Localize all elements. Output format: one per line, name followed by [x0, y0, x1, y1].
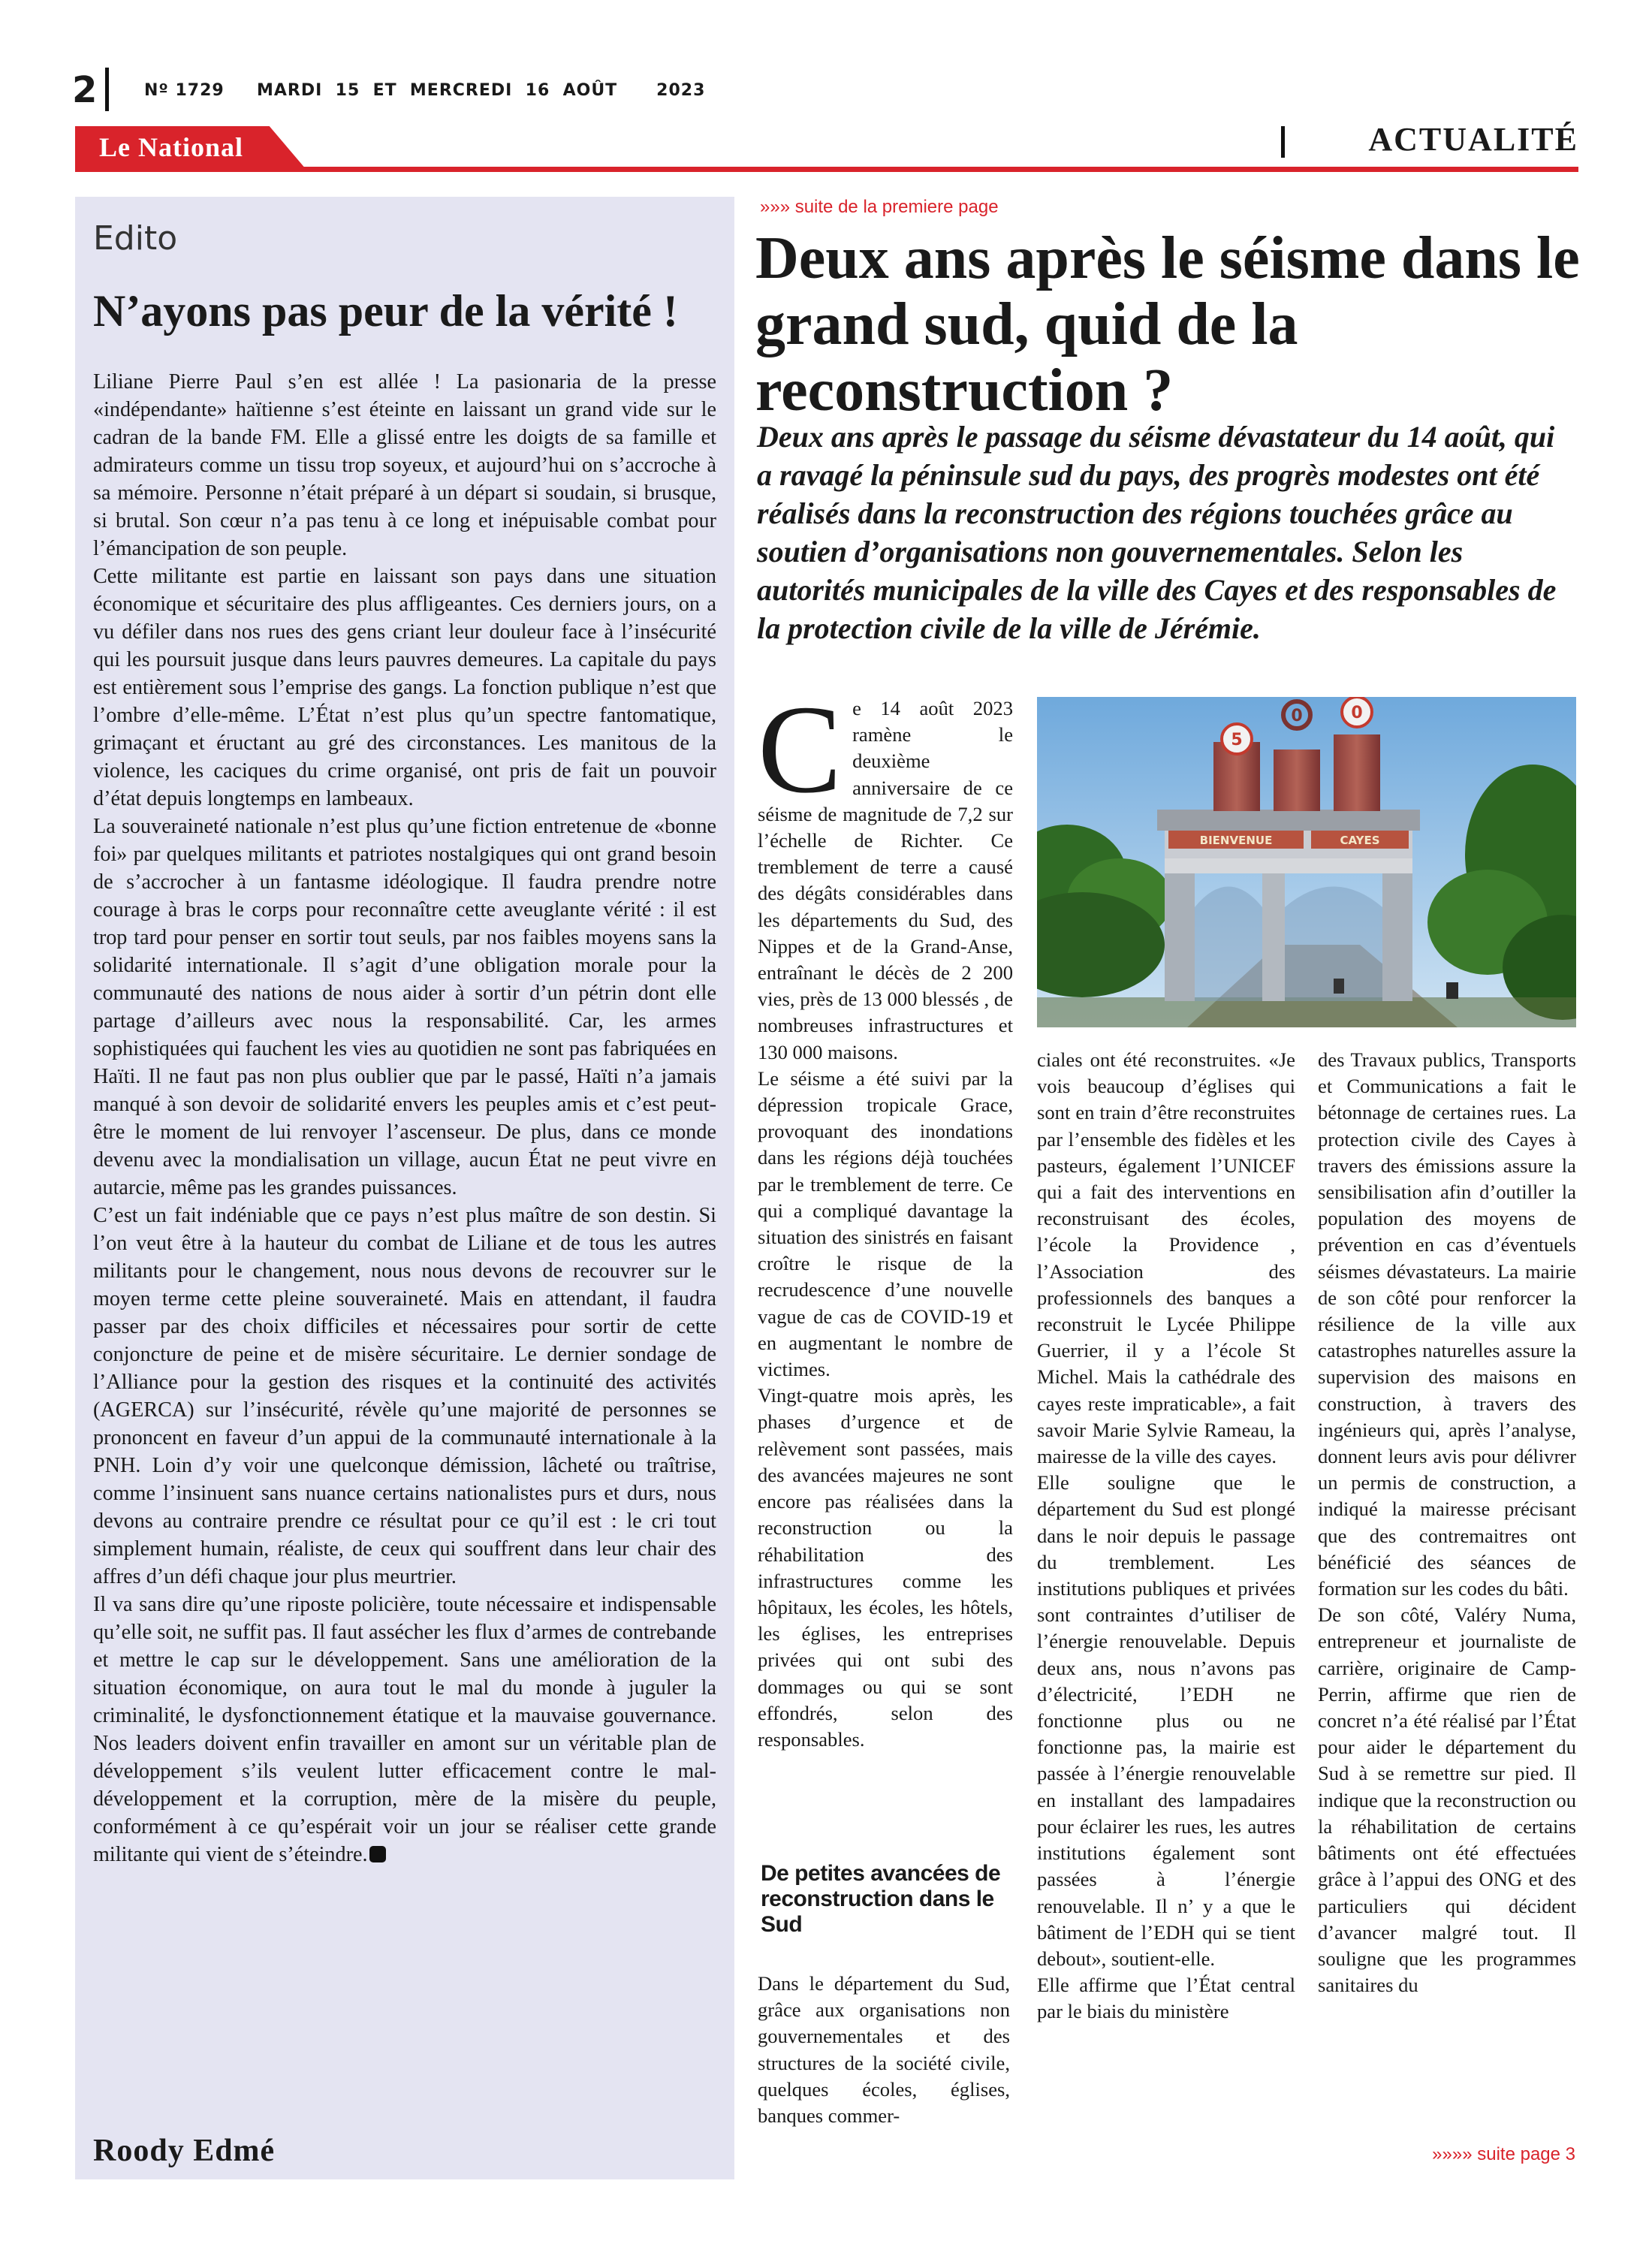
edito-paragraph	[93, 1591, 716, 1868]
edito-paragraph: C’est un fait indéniable que ce pays n’est plus maître de son destin. Si l’on veut être à la hauteur du combat de Liliane et de tous les autres militants pour le changement, nous nous devons de recouvrer sur le moyen terme cette pleine souveraineté. Mais en attendant, il faudra passer par des choix difficiles et nécessaires pour sortir de cette conjoncture de peine et de misère sécuritaire. Le dernier sondage de l’Alliance pour la gestion des risques et la continuité des activités (AGERCA) sur l’insécurité, révèle qu’une majorité de personnes se prononcent en faveur d’un appui de la communauté internationale à la PNH. Loin d’y voir une quelconque démission, lâcheté ou traîtrise, comme l’insinuent sans nuance certains nationalistes purs et durs, nous devons au contraire prendre ce résultat pour ce qu’il est : le cri tout simplement humain, réaliste, de ceux qui souffrent dans leur chair des affres d’un défi chaque jour plus meurtrier.	[93, 1204, 716, 1588]
edito-title: N’ayons pas peur de la vérité !	[93, 286, 678, 336]
article-paragraph: des Travaux publics, Transports et Communications a fait le bétonnage de certaines rues. La protection civile des Cayes à travers des émissions assure la sensibilisation afin d’outiller la population des moyens de prévention en cas d’éventuels séismes dévastateurs. La mairie de son côté pour renforcer la résilience de la ville aux catastrophes naturelles assure la supervision des maisons en construction, à travers des ingénieurs qui, après l’analyse, donnent leurs avis pour délivrer un permis de construction, a indiqué la mairesse précisant que des contremaitres ont bénéficié des séances de formation sur les codes du bâti.	[1318, 1048, 1576, 1600]
article-photo	[1037, 697, 1576, 1027]
motorbike	[1446, 982, 1458, 999]
edito-paragraph: La souveraineté nationale n’est plus qu’une fiction entretenue de «bonne foi» par quelques militants et patriotes nostalgiques qui ont grand besoin de s’accrocher à un fantasme idéologique. Il faudra prendre notre courage à bras le corps pour reconnaître cette aveuglante vérité : il est trop tard pour penser en sortir tout seuls, par nos faibles moyens sans la solidarité internationale. Il s’agit d’une obligation morale pour la communauté des nations de nous aider à sortir d’un pétrin dont elle partage d’ailleurs avec nous la responsabilité. Car, les armes sophistiquées qui fauchent les vies au quotidien ne sont pas fabriquées en Haïti. Il ne faut pas non plus oublier que par le passé, Haïti n’a jamais manqué à son devoir de solidarité envers les peuples amis et c’est peut-être le moment de lui renvoyer l’ascenseur. De plus, dans ce monde devenu avec la mondialisation un village, aucun État ne peut vivre en autarcie, même pas les grandes puissances.	[93, 815, 716, 1199]
tower	[1274, 749, 1320, 811]
arch-opening	[1195, 887, 1262, 1002]
drop-cap: C	[758, 680, 843, 819]
numeral-text: 0	[1351, 704, 1363, 722]
edito-paragraph: Cette militante est partie en laissant son pays dans une situation économique et sécuritaire des plus affligeantes. Ces derniers jours, on a vu défiler dans nos rues des gens criant leur douleur face à l’insécurité qui les poursuit jusque dans leurs pauvres demeures. La capitale du pays est entièrement sous l’emprise des gangs. La fonction publique n’est que l’ombre d’elle-même. L’État n’est plus qu’un spectre fantomatique, grimaçant et éructant au gré des circonstances. Les manitous de la violence, les caciques du crime organisé, ont pris de fait un pouvoir d’état depuis longtemps en lambeaux.	[93, 565, 716, 810]
section-title: ACTUALITÉ	[1368, 121, 1578, 158]
edito-kicker: Edito	[93, 219, 178, 258]
article-paragraph: Vingt-quatre mois après, les phases d’urgence et de relèvement sont passées, mais des avancées majeures ne sont encore pas réalisées dans la reconstruction ou la réhabilitation des infrastructures comme les hôpitaux, les écoles, les hôtels, les églises, les entreprises privées qui ont subi des dommages ou qui se sont effondrés, selon des responsables.	[758, 1384, 1013, 1751]
arch-top	[1157, 810, 1420, 831]
article-paragraph	[758, 680, 1013, 1066]
motorbike	[1334, 979, 1344, 994]
article-paragraph: Dans le département du Sud, grâce aux organisations non gouvernementales et des structures de la société civile, quelques écoles, églises, banques commer-	[758, 1972, 1010, 2128]
edito-body	[93, 368, 716, 1868]
header-rule	[75, 167, 1578, 172]
article-lead: Deux ans après le passage du séisme dévastateur du 14 août, qui a ravagé la péninsule sud du pays, des progrès modestes ont été réalisés dans la reconstruction des régions touchées grâce au soutien d’organisations non gouvernementales. Selon les autorités municipales de la ville des Cayes et des responsables de la protection civile de la ville de Jérémie.	[757, 420, 1557, 645]
cayes-arch-photo	[1037, 697, 1576, 1027]
arch-sign-text: BIENVENUE	[1199, 834, 1273, 847]
end-of-article-icon	[369, 1846, 386, 1862]
brand-name: Le National	[99, 132, 244, 162]
arch-pillar	[1165, 873, 1195, 1001]
page-number-divider	[105, 68, 109, 111]
tower	[1334, 734, 1380, 811]
issue-dateline: Nº 1729 MARDI 15 ET MERCREDI 16 AOÛT 2023	[144, 81, 706, 100]
arch-balustrade	[1165, 858, 1412, 873]
page-number: 2	[72, 69, 98, 111]
arch-pillar	[1382, 873, 1412, 1001]
arch-pillar	[1262, 873, 1285, 1001]
arch-sign-text: CAYES	[1340, 834, 1380, 847]
ground	[1037, 997, 1576, 1027]
article-column-1	[758, 680, 1013, 1753]
edito-paragraph: Liliane Pierre Paul s’en est allée ! La pasionaria de la presse «indépendante» haïtienne s’est éteinte en laissant un grand vide sur le cadran de la bande FM. Elle a glissé entre les doigts de sa famille et admirateurs comme un tissu trop soyeux, et aujourd’hui on s’accroche à sa mémoire. Personne n’était préparé à un départ si soudain, si brusque, si brutal. Son cœur n’a pas tenu à ce long et inépuisable combat pour l’émancipation de son peuple.	[93, 370, 716, 560]
article-column-3	[1318, 1047, 1576, 1998]
article-headline: Deux ans après le séisme dans le grand sud, quid de la reconstruction ?	[755, 225, 1580, 424]
continued-to-link[interactable]: »»»» suite page 3	[1432, 2144, 1575, 2164]
article-paragraph: ciales ont été reconstruites. «Je vois beaucoup d’églises qui sont en train d’être reconstruites par l’ensemble des fidèles et les pasteurs, également l’UNICEF qui a fait des interventions en reconstruisant des écoles, l’école la Providence , l’Association des professionnels des banques a reconstruit le Lycée Philippe Guerrier, il y a l’école St Michel. Mais la cathédrale des cayes reste impraticable», a fait savoir Marie Sylvie Rameau, la mairesse de la ville des cayes.	[1037, 1048, 1295, 1468]
article-paragraph: Elle affirme que l’État central par le biais du ministère	[1037, 1974, 1295, 2023]
continued-from-label: »»» suite de la premiere page	[760, 197, 999, 217]
edito-author: Roody Edmé	[93, 2134, 276, 2168]
section-divider	[1281, 126, 1285, 158]
article-column-1-continued	[758, 1971, 1010, 2129]
numeral-text: 5	[1231, 731, 1243, 749]
article-paragraph: Le séisme a été suivi par la dépression tropicale Grace, provoquant des inondations dans les régions déjà touchées par le tremblement de terre. Ce qui a compliqué davantage la situation des sinistrés en faisant croître le risque de la recrudescence d’une nouvelle vague de cas de COVID-19 et en augmentant le nombre de victimes.	[758, 1066, 1013, 1381]
article-subhead: De petites avancées de reconstruction dans le Sud	[761, 1861, 1001, 1937]
edito-paragraph-text: Il va sans dire qu’une riposte policière, toute nécessaire et indispensable qu’elle soit, ne suffit pas. Il faut assécher les flux d’armes de contrebande et mettre le cap sur le développement. Sans une amélioration de la situation économique, on aura tout le mal du monde à juguler la criminalité, le dysfonctionnement étatique et la mauvaise gouvernance. Nos leaders doivent enfin travailler en amont sur un véritable plan de développement s’ils veulent lutter efficacement contre le mal-développement et la corruption, mère de la misère du peuple, conformément à ce qu’espérait voir un jour se réaliser cette grande militante qui vient de s’éteindre.	[93, 1593, 716, 1866]
article-paragraph: Elle souligne que le département du Sud est plongé dans le noir depuis le passage du tremblement. Les institutions publiques et privées sont contraintes d’utiliser de l’énergie renouvelable. Depuis deux ans, nous n’avons pas d’électricité, l’EDH ne fonctionne plus ou ne fonctionne pas, la mairie est passée à l’énergie renouvelable en installant des lampadaires pour éclairer les rues, les autres institutions également sont passées à l’énergie renouvelable. Il n’ y a que le bâtiment de l’EDH qui se tient debout», soutient-elle.	[1037, 1471, 1295, 1970]
article-column-2	[1037, 1047, 1295, 2025]
numeral-text: 0	[1291, 707, 1303, 725]
article-paragraph: De son côté, Valéry Numa, entrepreneur et journaliste de carrière, originaire de Camp-Perrin, affirme que rien de concret n’a été réalisé par l’État pour aider le département du Sud à se remettre sur pied. Il indique que la reconstruction ou la réhabilitation de certains bâtiments ont été effectuées grâce à l’appui des ONG et des particuliers qui décident d’avancer malgré tout. Il souligne que les programmes sanitaires du	[1318, 1603, 1576, 1997]
article-paragraph-text: e 14 août 2023 ramène le deuxième anniversaire de ce séisme de magnitude de 7,2 sur l’échelle de Richter. Ce tremblement de terre a causé des dégâts considérables dans les départements du Sud, des Nippes et de la Grand-Anse, entraînant le décès de 2 200 vies, près de 13 000 blessés , de nombreuses infrastructures et 130 000 maisons.	[758, 697, 1013, 1063]
